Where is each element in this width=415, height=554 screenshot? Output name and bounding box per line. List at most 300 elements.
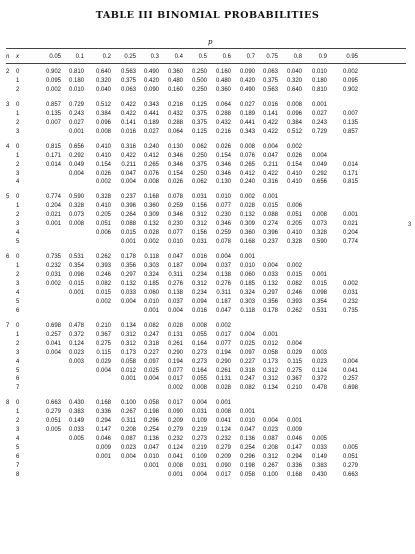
probability-cell: 0.512	[95, 101, 111, 108]
probability-cell: 0.168	[286, 471, 302, 478]
probability-cell: 0.698	[342, 385, 358, 392]
probability-cell: 0.008	[95, 128, 111, 135]
probability-cell: 0.031	[342, 289, 358, 296]
probability-cell: 0.178	[120, 254, 136, 261]
probability-cell: 0.033	[120, 289, 136, 296]
probability-cell: 0.328	[286, 239, 302, 246]
probability-cell: 0.422	[120, 110, 136, 117]
probability-cell: 0.430	[311, 471, 327, 478]
probability-cell: 0.324	[239, 289, 255, 296]
probability-cell: 0.500	[191, 77, 207, 84]
probability-cell: 0.027	[311, 110, 327, 117]
column-header-p-0_6: 0.6	[222, 54, 231, 60]
probability-cell: 0.490	[239, 86, 255, 93]
probability-cell: 0.017	[167, 400, 183, 407]
probability-cell: 0.023	[120, 445, 136, 452]
probability-cell: 0.375	[191, 119, 207, 126]
probability-cell: 0.002	[143, 239, 159, 246]
probability-cell: 0.026	[215, 143, 231, 150]
probability-cell: 0.040	[286, 69, 302, 75]
probability-cell: 0.168	[143, 194, 159, 201]
probability-cell: 0.026	[167, 179, 183, 186]
probability-cell: 0.005	[68, 436, 84, 443]
probability-cell: 0.312	[262, 367, 278, 374]
probability-cell: 0.194	[167, 358, 183, 365]
probability-cell: 0.219	[191, 427, 207, 434]
probability-cell: 0.410	[95, 152, 111, 159]
probability-cell: 0.076	[143, 170, 159, 177]
probability-cell: 0.815	[45, 143, 61, 150]
probability-cell: 0.004	[95, 367, 111, 374]
probability-cell: 0.316	[262, 179, 278, 186]
probability-cell: 0.346	[215, 161, 231, 168]
probability-cell: 0.010	[239, 263, 255, 270]
x-value: 0	[16, 254, 20, 261]
probability-cell: 0.774	[45, 194, 61, 201]
x-value: 0	[16, 143, 20, 150]
probability-cell: 0.375	[191, 110, 207, 117]
probability-cell: 0.062	[191, 179, 207, 186]
probability-cell: 0.422	[120, 101, 136, 108]
x-value: 1	[16, 263, 20, 270]
probability-cell: 0.064	[167, 128, 183, 135]
probability-cell: 0.131	[167, 331, 183, 338]
probability-cell: 0.077	[167, 230, 183, 237]
column-header-p-0_25: 0.25	[124, 54, 136, 60]
probability-cell: 0.037	[215, 263, 231, 270]
probability-cell: 0.250	[191, 152, 207, 159]
x-value: 4	[16, 230, 20, 237]
probability-cell: 0.135	[45, 110, 61, 117]
probability-cell: 0.656	[68, 143, 84, 150]
probability-cell: 0.384	[286, 119, 302, 126]
probability-cell: 0.902	[45, 69, 61, 75]
probability-cell: 0.383	[311, 463, 327, 469]
probability-cell: 0.178	[262, 307, 278, 314]
probability-cell: 0.311	[216, 289, 231, 296]
probability-cell: 0.372	[311, 376, 327, 383]
probability-cell: 0.254	[143, 427, 159, 434]
probability-cell: 0.857	[342, 128, 358, 135]
probability-cell: 0.132	[143, 221, 159, 228]
column-header-p-0_8: 0.8	[293, 54, 302, 60]
x-value: 2	[16, 161, 20, 168]
probability-cell: 0.051	[95, 221, 111, 228]
x-value: 3	[16, 128, 20, 135]
probability-cell: 0.210	[95, 322, 111, 329]
probability-cell: 0.063	[262, 69, 278, 75]
probability-cell: 0.297	[262, 289, 278, 296]
probability-cell: 0.004	[311, 152, 327, 159]
probability-cell: 0.164	[191, 367, 207, 374]
probability-cell: 0.051	[45, 418, 61, 425]
probability-cell: 0.010	[68, 86, 84, 93]
x-value: 0	[16, 194, 20, 201]
probability-cell: 0.164	[191, 340, 207, 347]
probability-cell: 0.017	[215, 331, 231, 338]
column-header-p-0_75: 0.75	[266, 54, 278, 60]
probability-cell: 0.375	[191, 161, 207, 168]
probability-cell: 0.088	[262, 212, 278, 219]
probability-cell: 0.003	[311, 349, 327, 356]
probability-cell: 0.149	[311, 454, 327, 461]
probability-cell: 0.250	[191, 170, 207, 177]
n-column-header: n	[6, 54, 10, 60]
probability-cell: 0.288	[167, 119, 183, 126]
probability-cell: 0.410	[286, 179, 302, 186]
probability-cell: 0.294	[95, 418, 111, 425]
probability-cell: 0.040	[95, 86, 111, 93]
x-value: 1	[16, 152, 20, 159]
probability-cell: 0.216	[167, 101, 183, 108]
probability-cell: 0.047	[167, 254, 183, 261]
column-header-p-0_4: 0.4	[174, 54, 183, 60]
probability-cell: 0.004	[262, 143, 278, 150]
n-value: 6	[6, 254, 10, 261]
probability-cell: 0.002	[286, 143, 302, 150]
probability-cell: 0.312	[262, 376, 278, 383]
probability-cell: 0.132	[239, 212, 255, 219]
probability-cell: 0.135	[342, 119, 358, 126]
probability-cell: 0.154	[167, 170, 183, 177]
probability-cell: 0.138	[215, 272, 231, 278]
probability-cell: 0.002	[45, 86, 61, 93]
probability-cell: 0.735	[45, 254, 61, 261]
probability-cell: 0.023	[68, 349, 84, 356]
probability-cell: 0.810	[311, 86, 327, 93]
probability-cell: 0.001	[262, 194, 278, 201]
probability-cell: 0.082	[239, 385, 255, 392]
probability-cell: 0.002	[45, 280, 61, 287]
probability-cell: 0.055	[191, 331, 207, 338]
probability-cell: 0.021	[45, 212, 61, 219]
table-title: TABLE III BINOMIAL PROBABILITIES	[95, 10, 320, 21]
probability-cell: 0.004	[143, 376, 159, 383]
probability-cell: 0.008	[167, 463, 183, 469]
probability-cell: 0.189	[239, 110, 255, 117]
probability-cell: 0.097	[143, 358, 159, 365]
probability-cell: 0.125	[191, 101, 207, 108]
probability-cell: 0.343	[143, 101, 159, 108]
probability-cell: 0.055	[191, 376, 207, 383]
probability-cell: 0.016	[120, 128, 136, 135]
probability-cell: 0.312	[191, 212, 207, 219]
probability-cell: 0.124	[215, 427, 231, 434]
probability-cell: 0.033	[311, 445, 327, 452]
n-value: 3	[6, 101, 10, 108]
probability-cell: 0.009	[286, 427, 302, 434]
probability-cell: 0.393	[95, 263, 111, 270]
probability-cell: 0.729	[311, 128, 327, 135]
probability-cell: 0.047	[143, 445, 159, 452]
probability-cell: 0.257	[342, 376, 358, 383]
probability-cell: 0.010	[143, 298, 159, 305]
probability-cell: 0.015	[68, 280, 84, 287]
probability-cell: 0.100	[262, 471, 278, 478]
probability-cell: 0.312	[191, 221, 207, 228]
probability-cell: 0.168	[239, 239, 255, 246]
probability-cell: 0.010	[143, 454, 159, 461]
probability-cell: 0.160	[167, 86, 183, 93]
probability-cell: 0.078	[215, 239, 231, 246]
probability-cell: 0.001	[167, 471, 183, 478]
x-value: 1	[16, 110, 20, 117]
probability-cell: 0.029	[95, 358, 111, 365]
probability-cell: 0.273	[191, 358, 207, 365]
probability-cell: 0.441	[143, 110, 159, 117]
probability-cell: 0.279	[342, 463, 358, 469]
column-header-p-0_3: 0.3	[150, 54, 159, 60]
probability-cell: 0.026	[286, 152, 302, 159]
probability-cell: 0.346	[167, 212, 183, 219]
probability-cell: 0.902	[342, 86, 358, 93]
probability-cell: 0.274	[262, 221, 278, 228]
probability-cell: 0.187	[215, 298, 231, 305]
probability-cell: 0.563	[120, 69, 136, 75]
probability-cell: 0.261	[215, 367, 231, 374]
probability-cell: 0.189	[143, 119, 159, 126]
x-value: 3	[16, 170, 20, 177]
probability-cell: 0.096	[286, 110, 302, 117]
probability-cell: 0.049	[311, 161, 327, 168]
probability-cell: 0.279	[45, 409, 61, 416]
probability-cell: 0.078	[167, 194, 183, 201]
probability-cell: 0.010	[239, 418, 255, 425]
probability-cell: 0.210	[286, 385, 302, 392]
probability-cell: 0.014	[342, 161, 358, 168]
probability-cell: 0.060	[239, 272, 255, 278]
probability-cell: 0.180	[68, 77, 84, 84]
probability-cell: 0.432	[167, 110, 183, 117]
probability-cell: 0.131	[215, 376, 231, 383]
probability-cell: 0.563	[262, 86, 278, 93]
probability-cell: 0.663	[342, 471, 358, 478]
probability-cell: 0.046	[286, 436, 302, 443]
probability-cell: 0.312	[262, 454, 278, 461]
probability-cell: 0.001	[262, 331, 278, 338]
probability-cell: 0.336	[95, 409, 111, 416]
probability-cell: 0.227	[143, 349, 159, 356]
header-top-rule	[6, 48, 406, 49]
probability-cell: 0.273	[191, 349, 207, 356]
x-value: 4	[16, 436, 20, 443]
probability-cell: 0.267	[262, 463, 278, 469]
probability-cell: 0.430	[68, 400, 84, 407]
probability-cell: 0.590	[68, 194, 84, 201]
probability-cell: 0.318	[239, 367, 255, 374]
x-value: 2	[16, 272, 20, 278]
probability-cell: 0.512	[286, 128, 302, 135]
probability-cell: 0.320	[95, 77, 111, 84]
probability-cell: 0.004	[167, 307, 183, 314]
probability-cell: 0.017	[167, 376, 183, 383]
page-edge-mark: 3	[408, 222, 412, 228]
x-value: 5	[16, 239, 20, 246]
probability-cell: 0.098	[68, 272, 84, 278]
probability-cell: 0.033	[262, 272, 278, 278]
x-value: 1	[16, 77, 20, 84]
probability-cell: 0.002	[215, 322, 231, 329]
column-header-p-0_5: 0.5	[198, 54, 207, 60]
probability-cell: 0.234	[191, 289, 207, 296]
probability-cell: 0.815	[342, 179, 358, 186]
probability-cell: 0.037	[167, 298, 183, 305]
x-value: 3	[16, 427, 20, 434]
probability-cell: 0.198	[239, 463, 255, 469]
probability-cell: 0.149	[68, 418, 84, 425]
probability-cell: 0.010	[167, 239, 183, 246]
probability-cell: 0.090	[143, 86, 159, 93]
probability-cell: 0.001	[215, 400, 231, 407]
probability-cell: 0.004	[286, 340, 302, 347]
probability-cell: 0.412	[239, 170, 255, 177]
probability-cell: 0.480	[215, 77, 231, 84]
probability-cell: 0.047	[120, 170, 136, 177]
probability-cell: 0.360	[167, 69, 183, 75]
probability-cell: 0.028	[167, 322, 183, 329]
probability-cell: 0.259	[215, 230, 231, 237]
probability-cell: 0.250	[191, 86, 207, 93]
probability-cell: 0.490	[143, 69, 159, 75]
probability-cell: 0.001	[239, 409, 255, 416]
probability-cell: 0.014	[45, 161, 61, 168]
probability-cell: 0.063	[120, 86, 136, 93]
probability-cell: 0.001	[342, 212, 358, 219]
probability-cell: 0.041	[167, 454, 183, 461]
probability-cell: 0.154	[286, 161, 302, 168]
probability-cell: 0.017	[215, 471, 231, 478]
probability-cell: 0.262	[286, 307, 302, 314]
probability-cell: 0.004	[191, 400, 207, 407]
probability-cell: 0.240	[143, 143, 159, 150]
probability-cell: 0.478	[68, 322, 84, 329]
probability-cell: 0.640	[95, 69, 111, 75]
probability-cell: 0.312	[120, 331, 136, 338]
probability-cell: 0.328	[311, 230, 327, 237]
probability-cell: 0.082	[95, 280, 111, 287]
probability-cell: 0.312	[191, 280, 207, 287]
probability-cell: 0.232	[215, 436, 231, 443]
probability-cell: 0.028	[239, 203, 255, 210]
x-value: 6	[16, 376, 20, 383]
probability-cell: 0.005	[311, 436, 327, 443]
probability-cell: 0.028	[215, 385, 231, 392]
probability-cell: 0.478	[311, 385, 327, 392]
probability-cell: 0.328	[95, 194, 111, 201]
probability-cell: 0.064	[215, 101, 231, 108]
probability-cell: 0.109	[191, 454, 207, 461]
probability-cell: 0.205	[95, 212, 111, 219]
probability-cell: 0.211	[121, 161, 136, 168]
probability-cell: 0.095	[342, 77, 358, 84]
probability-cell: 0.412	[143, 152, 159, 159]
probability-cell: 0.147	[286, 445, 302, 452]
x-value: 4	[16, 358, 20, 365]
probability-cell: 0.003	[68, 358, 84, 365]
probability-cell: 0.237	[262, 239, 278, 246]
probability-cell: 0.096	[95, 119, 111, 126]
probability-cell: 0.125	[191, 128, 207, 135]
probability-cell: 0.082	[143, 322, 159, 329]
probability-cell: 0.028	[143, 230, 159, 237]
probability-cell: 0.262	[95, 254, 111, 261]
probability-cell: 0.232	[167, 436, 183, 443]
probability-cell: 0.090	[215, 463, 231, 469]
probability-cell: 0.194	[215, 349, 231, 356]
probability-cell: 0.297	[120, 272, 136, 278]
probability-cell: 0.279	[167, 427, 183, 434]
probability-cell: 0.267	[120, 409, 136, 416]
probability-cell: 0.076	[239, 152, 255, 159]
probability-cell: 0.016	[191, 307, 207, 314]
probability-cell: 0.016	[191, 254, 207, 261]
probability-cell: 0.774	[342, 239, 358, 246]
x-value: 6	[16, 454, 20, 461]
x-value: 2	[16, 418, 20, 425]
x-value: 8	[16, 471, 20, 478]
probability-cell: 0.031	[191, 239, 207, 246]
probability-cell: 0.232	[342, 298, 358, 305]
probability-cell: 0.205	[286, 221, 302, 228]
probability-cell: 0.031	[191, 409, 207, 416]
probability-cell: 0.004	[68, 170, 84, 177]
probability-cell: 0.004	[262, 263, 278, 270]
probability-cell: 0.346	[167, 152, 183, 159]
probability-cell: 0.007	[45, 119, 61, 126]
probability-cell: 0.275	[286, 367, 302, 374]
column-header-p-0_2: 0.2	[102, 54, 111, 60]
probability-cell: 0.100	[120, 400, 136, 407]
probability-cell: 0.047	[262, 152, 278, 159]
n-value: 8	[6, 400, 10, 407]
probability-cell: 0.290	[215, 358, 231, 365]
probability-cell: 0.002	[286, 263, 302, 270]
probability-cell: 0.012	[120, 367, 136, 374]
x-value: 3	[16, 349, 20, 356]
probability-cell: 0.204	[45, 203, 61, 210]
probability-cell: 0.296	[239, 454, 255, 461]
x-value: 3	[16, 221, 20, 228]
probability-cell: 0.309	[143, 212, 159, 219]
probability-cell: 0.276	[215, 280, 231, 287]
probability-cell: 0.410	[95, 203, 111, 210]
probability-cell: 0.410	[95, 143, 111, 150]
probability-cell: 0.124	[311, 367, 327, 374]
x-column-header: x	[16, 54, 19, 60]
probability-cell: 0.049	[68, 161, 84, 168]
probability-cell: 0.058	[262, 349, 278, 356]
probability-cell: 0.015	[95, 289, 111, 296]
probability-cell: 0.480	[167, 77, 183, 84]
probability-cell: 0.027	[239, 101, 255, 108]
x-value: 1	[16, 409, 20, 416]
probability-cell: 0.124	[68, 340, 84, 347]
probability-cell: 0.008	[143, 179, 159, 186]
probability-cell: 0.247	[239, 376, 255, 383]
probability-cell: 0.168	[95, 400, 111, 407]
probability-cell: 0.001	[239, 254, 255, 261]
probability-cell: 0.077	[215, 203, 231, 210]
probability-cell: 0.276	[167, 280, 183, 287]
probability-cell: 0.004	[191, 471, 207, 478]
probability-cell: 0.204	[342, 230, 358, 237]
probability-cell: 0.002	[95, 298, 111, 305]
probability-cell: 0.002	[167, 385, 183, 392]
probability-cell: 0.265	[239, 161, 255, 168]
probability-cell: 0.273	[191, 436, 207, 443]
probability-cell: 0.735	[342, 307, 358, 314]
probability-cell: 0.698	[45, 322, 61, 329]
